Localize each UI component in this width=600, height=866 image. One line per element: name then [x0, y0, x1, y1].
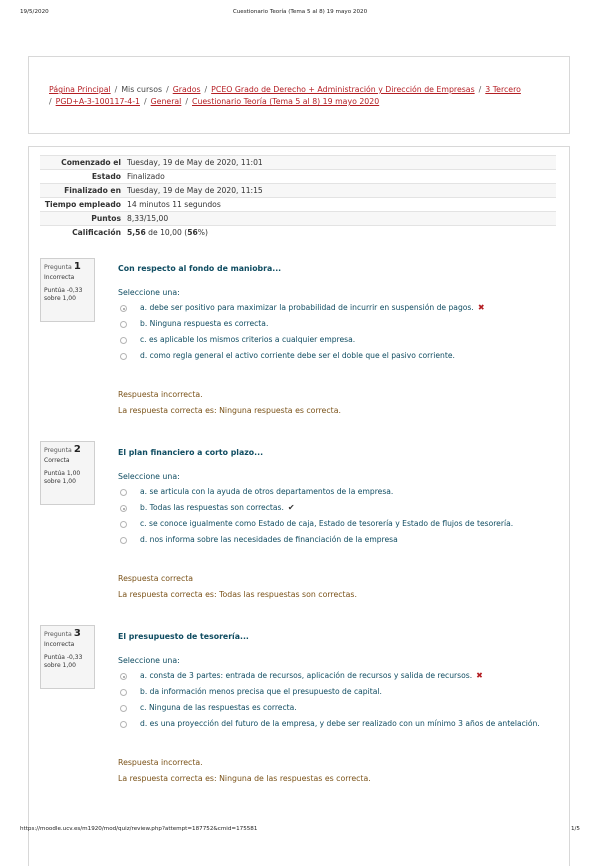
- summary-row: [40, 212, 556, 226]
- correct-mark-icon: ✔: [287, 503, 295, 512]
- radio-icon[interactable]: [120, 521, 127, 528]
- print-url: https://moodle.ucv.es/m1920/mod/quiz/review.php?attempt=187752&cmid=175581: [20, 826, 258, 832]
- mark-line: Puntúa -0,33: [44, 654, 83, 661]
- answer-option[interactable]: [118, 519, 558, 529]
- print-header: [20, 9, 580, 19]
- mark-line: Puntúa -0,33: [44, 287, 83, 294]
- mark-line: sobre 1,00: [44, 478, 76, 485]
- summary-value: Finalizado: [124, 170, 556, 184]
- mark-line: Puntúa 1,00: [44, 470, 81, 477]
- question-1: [118, 264, 558, 361]
- breadcrumb-separator: /: [185, 97, 188, 106]
- question-text: El plan financiero a corto plazo...: [118, 448, 264, 457]
- radio-icon[interactable]: [120, 337, 127, 344]
- answer-prompt: Seleccione una:: [118, 288, 180, 297]
- answer-option[interactable]: [118, 671, 558, 681]
- option-text: b. Ninguna respuesta es correcta.: [140, 319, 269, 328]
- mark-line: sobre 1,00: [44, 295, 76, 302]
- question-state: Incorrecta: [44, 274, 75, 281]
- feedback-result: Respuesta correcta: [118, 574, 194, 583]
- question-3: [118, 632, 558, 729]
- feedback-right-answer: La respuesta correcta es: Todas las respuestas son correctas.: [118, 590, 357, 599]
- question-feedback-3: [118, 758, 558, 783]
- breadcrumb-separator: /: [204, 85, 208, 94]
- option-text: b. da información menos precisa que el presupuesto de capital.: [140, 687, 382, 696]
- radio-selected-icon[interactable]: [120, 505, 127, 512]
- feedback-result: Respuesta incorrecta.: [118, 758, 203, 767]
- answer-option[interactable]: [118, 335, 558, 345]
- grade-score: 5,56: [127, 228, 146, 237]
- radio-icon[interactable]: [120, 353, 127, 360]
- summary-row: [40, 170, 556, 184]
- grade-percent: 56: [187, 228, 198, 237]
- option-text: c. se conoce igualmente como Estado de caja, Estado de tesorería y Estado de flujos de tesorería.: [140, 519, 514, 528]
- grade-value: [124, 226, 556, 240]
- option-text: c. es aplicable los mismos criterios a cualquier empresa.: [140, 335, 356, 344]
- feedback-result: Respuesta incorrecta.: [118, 390, 203, 399]
- summary-value: 14 minutos 11 segundos: [124, 198, 556, 212]
- grade-close: %): [197, 228, 208, 237]
- summary-row: [40, 184, 556, 198]
- question-text: Con respecto al fondo de maniobra...: [118, 264, 282, 273]
- option-text: a. se articula con la ayuda de otros departamentos de la empresa.: [140, 487, 394, 496]
- summary-label: Puntos: [40, 212, 124, 226]
- question-mark: [44, 654, 91, 670]
- summary-row: [40, 156, 556, 170]
- summary-label: Comenzado el: [40, 156, 124, 170]
- summary-label: Finalizado en: [40, 184, 124, 198]
- option-text: a. debe ser positivo para maximizar la probabilidad de incurrir en suspensión de pagos.: [140, 303, 474, 312]
- option-text: d. es una proyección del futuro de la empresa, y debe ser realizado con un mínimo 3 años de antelación.: [140, 719, 540, 728]
- summary-label: Tiempo empleado: [40, 198, 124, 212]
- question-info-3: [40, 625, 95, 689]
- breadcrumb-quiz[interactable]: Cuestionario Teoría (Tema 5 al 8) 19 mayo 2020: [192, 97, 380, 106]
- summary-label: Estado: [40, 170, 124, 184]
- summary-label: Calificación: [40, 226, 124, 240]
- breadcrumb-my-courses: Mis cursos: [121, 85, 163, 94]
- question-label: Pregunta: [44, 264, 72, 271]
- breadcrumb-degree[interactable]: PCEO Grado de Derecho + Administración y Dirección de Empresas: [211, 85, 475, 94]
- answer-option[interactable]: [118, 319, 558, 329]
- option-text: d. como regla general el activo corriente debe ser el doble que el pasivo corriente.: [140, 351, 455, 360]
- option-text: d. nos informa sobre las necesidades de financiación de la empresa: [140, 535, 398, 544]
- summary-row: [40, 198, 556, 212]
- question-number: 1: [73, 261, 81, 272]
- breadcrumb-panel: [28, 56, 570, 134]
- mark-line: sobre 1,00: [44, 662, 76, 669]
- question-feedback-2: [118, 574, 558, 599]
- radio-icon[interactable]: [120, 537, 127, 544]
- breadcrumb-course[interactable]: PGD+A-3-100117-4-1: [55, 97, 140, 106]
- question-label: Pregunta: [44, 631, 72, 638]
- breadcrumb-separator: /: [166, 85, 169, 94]
- attempt-summary-table: [40, 155, 556, 239]
- question-feedback-1: [118, 390, 558, 415]
- question-state: Incorrecta: [44, 641, 75, 648]
- option-text: b. Todas las respuestas son correctas.: [140, 503, 284, 512]
- answer-option[interactable]: [118, 719, 558, 729]
- answer-option[interactable]: [118, 487, 558, 497]
- breadcrumb-home[interactable]: Página Principal: [49, 85, 111, 94]
- radio-selected-icon[interactable]: [120, 305, 127, 312]
- breadcrumb: [49, 84, 529, 108]
- answer-option[interactable]: [118, 351, 558, 361]
- question-mark: [44, 470, 91, 486]
- question-text: El presupuesto de tesorería...: [118, 632, 249, 641]
- feedback-right-answer: La respuesta correcta es: Ninguna respuesta es correcta.: [118, 406, 341, 415]
- option-text: a. consta de 3 partes: entrada de recursos, aplicación de recursos y salida de recursos.: [140, 671, 473, 680]
- radio-icon[interactable]: [120, 705, 127, 712]
- question-2: [118, 448, 558, 545]
- question-mark: [44, 287, 91, 303]
- answer-prompt: Seleccione una:: [118, 472, 180, 481]
- radio-icon[interactable]: [120, 689, 127, 696]
- breadcrumb-separator: /: [478, 85, 482, 94]
- summary-value: Tuesday, 19 de May de 2020, 11:15: [124, 184, 556, 198]
- answer-option[interactable]: [118, 303, 558, 313]
- answer-option[interactable]: [118, 535, 558, 545]
- feedback-right-answer: La respuesta correcta es: Ninguna de las respuestas es correcta.: [118, 774, 371, 783]
- answer-option[interactable]: [118, 503, 558, 513]
- print-page-number: 1/5: [570, 826, 580, 832]
- print-title: Cuestionario Teoría (Tema 5 al 8) 19 mayo 2020: [232, 9, 368, 15]
- incorrect-mark-icon: ✖: [476, 671, 483, 680]
- answer-option[interactable]: [118, 703, 558, 713]
- summary-row-grade: [40, 226, 556, 240]
- question-number: 2: [73, 444, 81, 455]
- question-info-1: [40, 258, 95, 322]
- summary-value: Tuesday, 19 de May de 2020, 11:01: [124, 156, 556, 170]
- answer-prompt: Seleccione una:: [118, 656, 180, 665]
- breadcrumb-separator: /: [114, 85, 118, 94]
- question-info-2: [40, 441, 95, 505]
- radio-selected-icon[interactable]: [120, 673, 127, 680]
- question-number: 3: [73, 628, 81, 639]
- radio-icon[interactable]: [120, 721, 127, 728]
- breadcrumb-year[interactable]: 3 Tercero: [485, 85, 521, 94]
- question-label: Pregunta: [44, 447, 72, 454]
- incorrect-mark-icon: ✖: [477, 303, 485, 312]
- grade-rest: de 10,00 (: [148, 228, 188, 237]
- answer-option[interactable]: [118, 687, 558, 697]
- option-text: c. Ninguna de las respuestas es correcta.: [140, 703, 297, 712]
- radio-icon[interactable]: [120, 489, 127, 496]
- print-footer: [20, 826, 580, 836]
- summary-value: 8,33/15,00: [124, 212, 556, 226]
- breadcrumb-separator: /: [143, 97, 147, 106]
- breadcrumb-grados[interactable]: Grados: [172, 85, 201, 94]
- question-state: Correcta: [44, 457, 70, 464]
- breadcrumb-separator: /: [49, 97, 52, 106]
- breadcrumb-general[interactable]: General: [150, 97, 182, 106]
- print-date: 19/5/2020: [20, 9, 49, 15]
- radio-icon[interactable]: [120, 321, 127, 328]
